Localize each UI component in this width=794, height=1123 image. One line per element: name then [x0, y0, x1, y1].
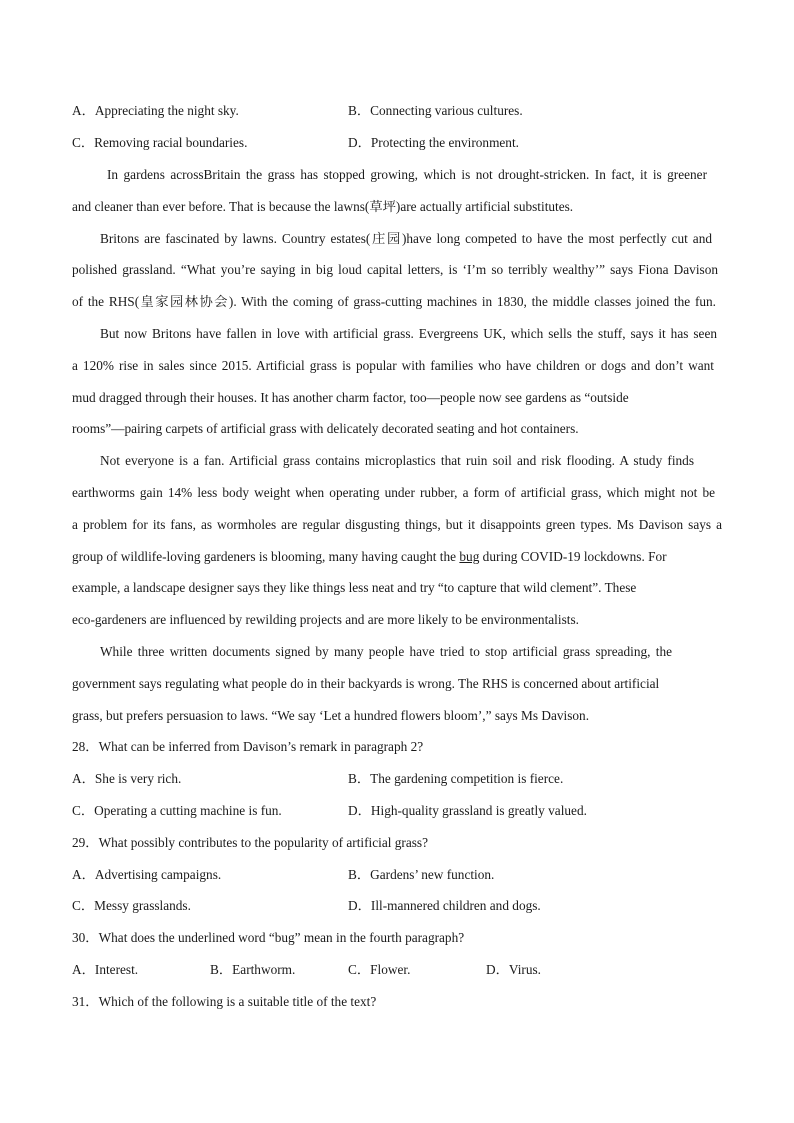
passage-p3-line2: a 120% rise in sales since 2015. Artificial grass is popular with families who have children or dogs and don’t want: [72, 358, 714, 373]
q30-stem: 30．What does the underlined word “bug” mean in the fourth paragraph?: [72, 930, 465, 945]
q27-option-b: B．Connecting various cultures.: [348, 103, 523, 118]
passage-p4-line1: Not everyone is a fan. Artificial grass contains microplastics that ruin soil and risk flooding. A study finds: [100, 453, 694, 468]
q30-option-d: D．Virus.: [486, 962, 541, 977]
q27-option-d: D．Protecting the environment.: [348, 135, 519, 150]
passage-p5-line3: grass, but prefers persuasion to laws. “We say ‘Let a hundred flowers bloom’,” says Ms Davison.: [72, 708, 590, 723]
passage-p4-line4: [72, 548, 722, 566]
passage-p2-line3: of the RHS(皇家园林协会). With the coming of grass-cutting machines in 1830, the middle classes joined the fun.: [72, 294, 716, 309]
q31-stem: 31．Which of the following is a suitable title of the text?: [72, 994, 377, 1009]
passage-p4-line5: example, a landscape designer says they like things less neat and try “to capture that wild clement”. These: [72, 580, 637, 595]
passage-p5-line2: government says regulating what people do in their backyards is wrong. The RHS is concerned about artificial: [72, 676, 660, 691]
passage-p1-line1: In gardens acrossBritain the grass has stopped growing, which is not drought-stricken. In fact, it is greener: [107, 167, 707, 182]
passage-p2-line1: Britons are fascinated by lawns. Country estates(庄园)have long competed to have the most perfectly cut and: [100, 231, 712, 246]
passage-p1-line2: and cleaner than ever before. That is because the lawns(草坪)are actually artificial substitutes.: [72, 199, 574, 214]
passage-p3-line3: mud dragged through their houses. It has another charm factor, too—people now see gardens as “outside: [72, 390, 629, 405]
passage-p4-line6: eco-gardeners are influenced by rewilding projects and are more likely to be environmentalists.: [72, 612, 579, 627]
passage-p4-line4-rest: during COVID-19 lockdowns. For: [479, 549, 667, 564]
q29-option-c: C．Messy grasslands.: [72, 898, 191, 913]
q28-option-b: B．The gardening competition is fierce.: [348, 771, 564, 786]
q29-option-b: B．Gardens’ new function.: [348, 867, 495, 882]
q28-option-d: D．High-quality grassland is greatly valued.: [348, 803, 587, 818]
underlined-word-bug: bug: [459, 549, 480, 564]
q28-option-a: A．She is very rich.: [72, 771, 182, 786]
q30-option-b: B．Earthworm.: [210, 962, 296, 977]
q27-option-c: C．Removing racial boundaries.: [72, 135, 248, 150]
q30-option-a: A．Interest.: [72, 962, 139, 977]
passage-p5-line1: While three written documents signed by many people have tried to stop artificial grass spreading, the: [100, 644, 672, 659]
q28-option-c: C．Operating a cutting machine is fun.: [72, 803, 282, 818]
passage-p4-line4-text: group of wildlife-loving gardeners is blooming, many having caught the: [72, 549, 457, 564]
q30-option-c: C．Flower.: [348, 962, 411, 977]
q29-stem: 29．What possibly contributes to the popularity of artificial grass?: [72, 835, 428, 850]
q29-option-a: A．Advertising campaigns.: [72, 867, 222, 882]
q27-option-a: A．Appreciating the night sky.: [72, 103, 239, 118]
passage-p2-line2: polished grassland. “What you’re saying in big loud capital letters, is ‘I’m so terribly wealthy’” says Fiona Davison: [72, 262, 718, 277]
passage-p3-line4: rooms”—pairing carpets of artificial grass with delicately decorated seating and hot containers.: [72, 421, 579, 436]
q29-option-d: D．Ill-mannered children and dogs.: [348, 898, 541, 913]
q28-stem: 28．What can be inferred from Davison’s remark in paragraph 2?: [72, 739, 424, 754]
passage-p4-line2: earthworms gain 14% less body weight when operating under rubber, a form of artificial grass, which might not be: [72, 485, 715, 500]
passage-p4-line3: a problem for its fans, as wormholes are regular disgusting things, but it disappoints green types. Ms Davison says a: [72, 517, 722, 532]
passage-p3-line1: But now Britons have fallen in love with artificial grass. Evergreens UK, which sells the stuff, says it has seen: [100, 326, 717, 341]
